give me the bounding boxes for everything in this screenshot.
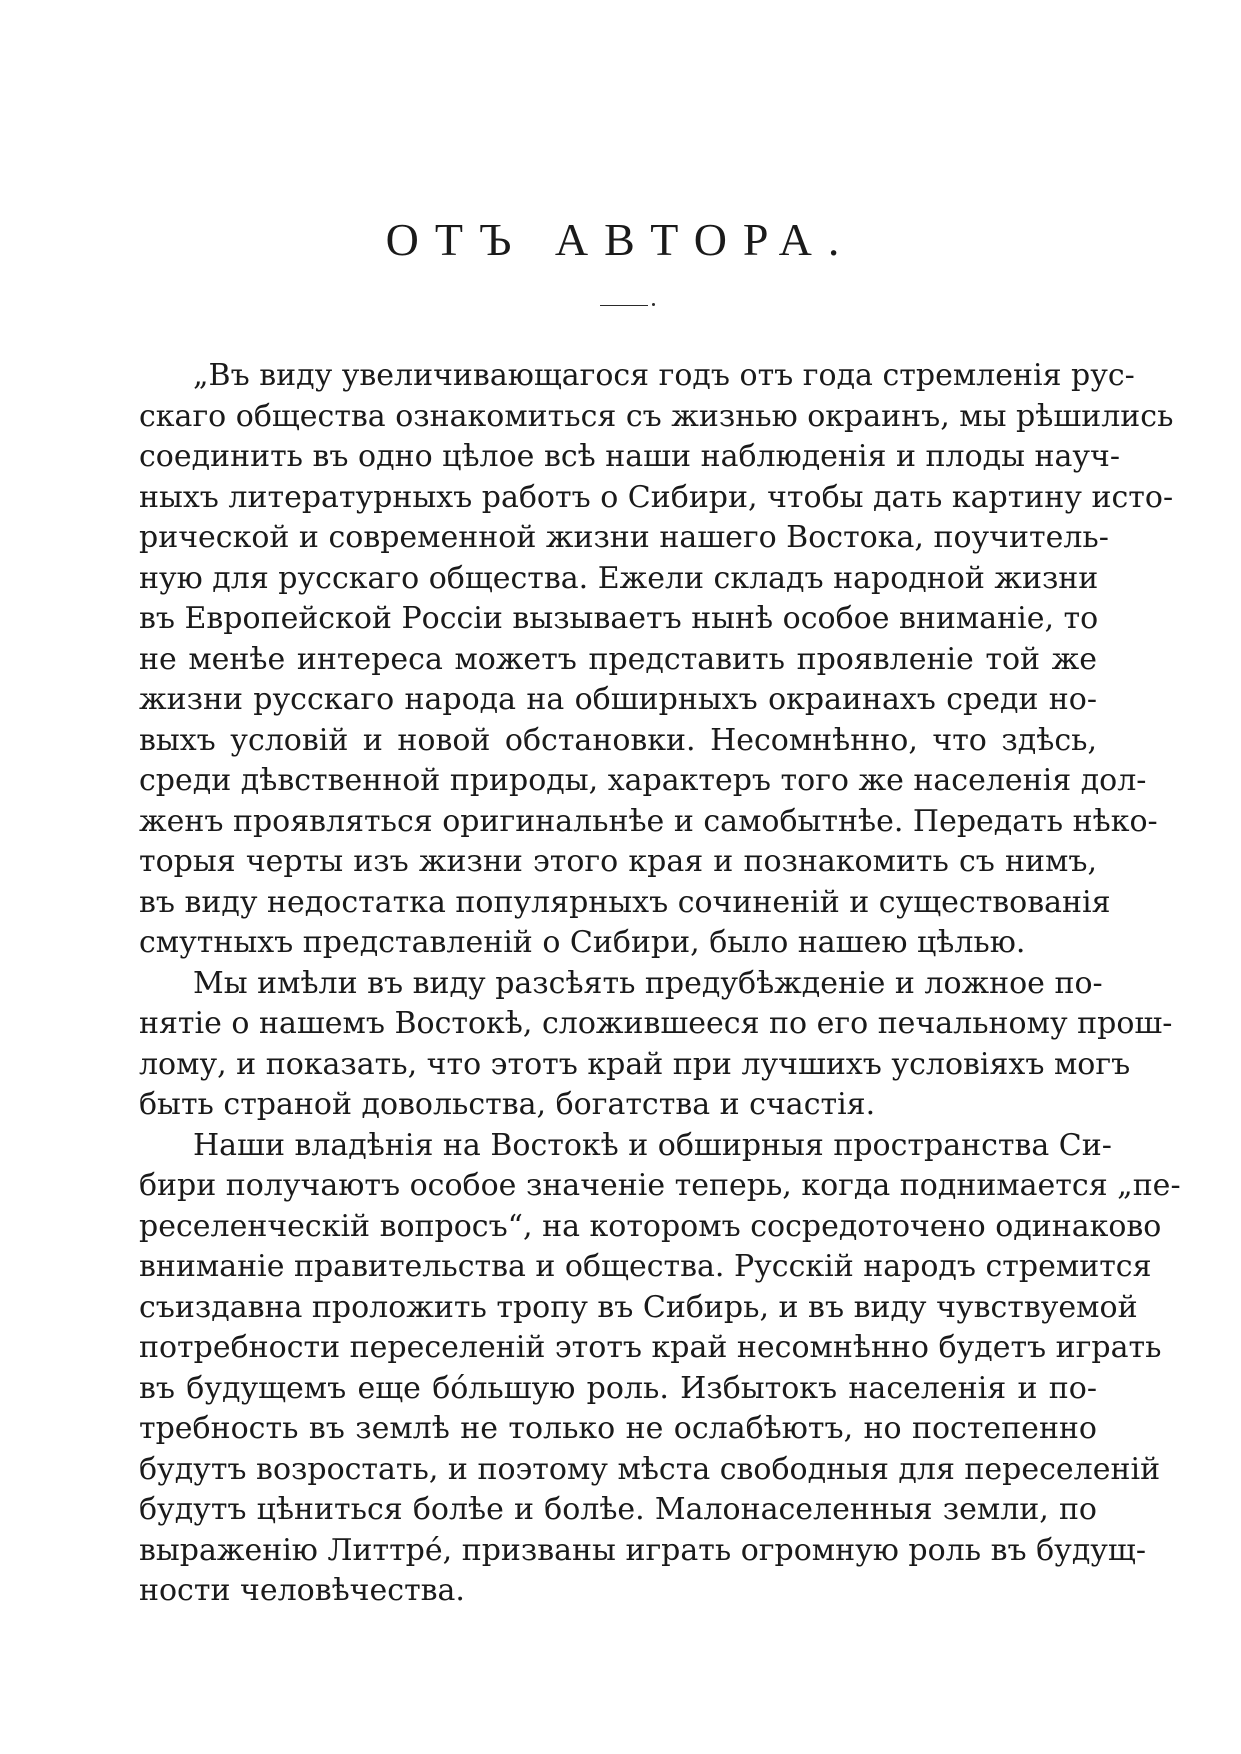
text-line: выхъ условій и новой обстановки. Несомнѣнно, что здѣсь,: [139, 722, 1097, 758]
text-line: смутныхъ представленій о Сибири, было нашею цѣлью.: [139, 925, 1026, 960]
text-line: женъ проявляться оригинальнѣе и самобытнѣе. Передать нѣко-: [139, 803, 1158, 839]
text-line: въ будущемъ еще бо́льшую роль. Избытокъ населенія и по-: [139, 1370, 1097, 1406]
text-line: Мы имѣли въ виду разсѣять предубѣжденіе и ложное по-: [193, 965, 1103, 1001]
text-line: Наши владѣнія на Востокѣ и обширныя пространства Си-: [193, 1127, 1112, 1163]
text-line: жизни русскаго народа на обширныхъ окраинахъ среди но-: [139, 682, 1097, 717]
title-divider-dot: [652, 303, 655, 306]
body-text: [139, 356, 1181, 1612]
text-line: быть страной довольства, богатства и счастія.: [139, 1087, 876, 1122]
text-line: съиздавна проложить тропу въ Сибирь, и въ виду чувствуемой: [139, 1289, 1138, 1325]
text-line: реселенческій вопросъ“, на которомъ сосредоточено одинаково: [139, 1208, 1162, 1244]
text-line: выраженію Литтре́, призваны играть огромную роль въ будущ-: [139, 1532, 1146, 1568]
text-line: не менѣе интереса можетъ представить проявленіе той же: [139, 641, 1097, 677]
paragraph-3: [139, 1126, 1181, 1612]
text-line: въ виду недостатка популярныхъ сочиненій и существованія: [139, 884, 1111, 920]
title-divider: [600, 305, 648, 306]
text-line: будутъ цѣниться болѣе и болѣе. Малонаселенныя земли, по: [139, 1492, 1097, 1527]
text-line: ности человѣчества.: [139, 1573, 465, 1608]
text-line: соединить въ одно цѣлое всѣ наши наблюденія и плоды науч-: [139, 439, 1121, 474]
text-line: вниманіе правительства и общества. Русскій народъ стремится: [139, 1249, 1152, 1284]
text-line: скаго общества ознакомиться съ жизнью окраинъ, мы рѣшились: [139, 398, 1174, 434]
text-line: требность въ землѣ не только не ослабѣютъ, но постепенно: [139, 1411, 1097, 1446]
text-line: потребности переселеній этотъ край несомнѣнно будетъ играть: [139, 1330, 1162, 1365]
text-line: въ Европейской Россіи вызываетъ нынѣ особое вниманіе, то: [139, 601, 1099, 636]
text-line: „Въ виду увеличивающагося годъ отъ года стремленія рус-: [193, 358, 1135, 393]
text-line: среди дѣвственной природы, характеръ того же населенія дол-: [139, 763, 1147, 798]
paragraph-2: [139, 964, 1173, 1126]
paragraph-1: [139, 356, 1174, 964]
text-line: нятіе о нашемъ Востокѣ, сложившееся по его печальному прош-: [139, 1006, 1173, 1041]
text-line: торыя черты изъ жизни этого края и познакомить съ нимъ,: [139, 844, 1097, 879]
text-line: бири получаютъ особое значеніе теперь, когда поднимается „пе-: [139, 1168, 1181, 1203]
page-title: ОТЪ АВТОРА.: [385, 214, 856, 265]
text-line: рической и современной жизни нашего Востока, поучитель-: [139, 520, 1109, 555]
text-line: ную для русскаго общества. Ежели складъ народной жизни: [139, 560, 1099, 596]
text-line: ныхъ литературныхъ работъ о Сибири, чтобы дать картину исто-: [139, 479, 1174, 515]
text-line: лому, и показать, что этотъ край при лучшихъ условіяхъ могъ: [139, 1046, 1131, 1082]
text-line: будутъ возростать, и поэтому мѣста свободныя для переселеній: [139, 1451, 1161, 1487]
